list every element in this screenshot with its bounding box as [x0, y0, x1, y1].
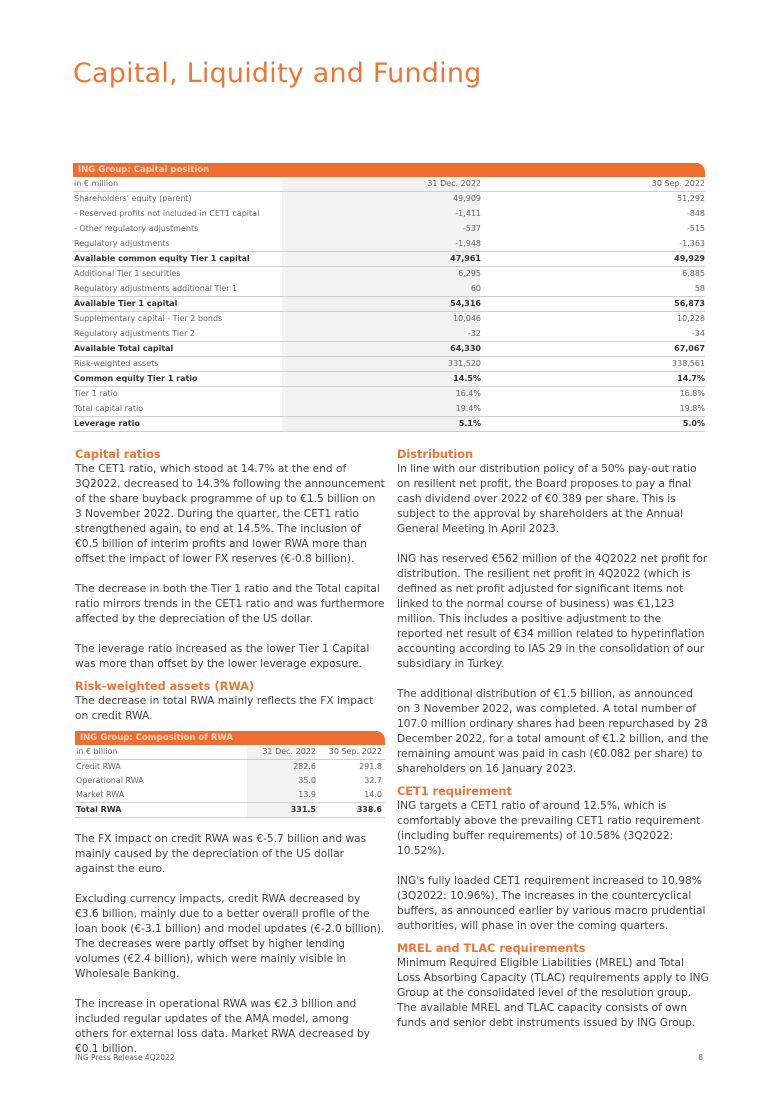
cell-value: 58	[694, 284, 705, 293]
column-header: 30 Sep. 2022	[651, 179, 705, 188]
column-header: 31 Dec. 2022	[427, 179, 481, 188]
paragraph: Excluding currency impacts, credit RWA decreased by €3.6 billion, mainly due to a better overall profile of the loan book (€-3.1 billion) and model updates (€-2.0 billion). The decreases were partly offset by higher lending volumes (€2.4 billion), which were mainly visible in Wholesale Banking.	[75, 893, 385, 980]
column-header: 30 Sep. 2022	[328, 747, 382, 756]
unit-label: in € billion	[76, 747, 118, 756]
cell-value: -34	[691, 329, 705, 338]
row-label: Available Total capital	[74, 344, 174, 353]
cell-value: 16.8%	[679, 389, 705, 398]
cell-value: -1,363	[679, 239, 705, 248]
cell-value: 5.0%	[682, 419, 705, 428]
right-column	[397, 447, 709, 1046]
cell-value: 10,046	[453, 314, 481, 323]
cell-value: 13.9	[298, 790, 316, 799]
cell-value: -515	[686, 224, 705, 233]
row-label: Available Tier 1 capital	[74, 299, 178, 308]
row-label: Additional Tier 1 securities	[74, 269, 181, 278]
cell-value: -848	[686, 209, 705, 218]
cell-value: 49,929	[674, 254, 705, 263]
row-label: - Reserved profits not included in CET1 capital	[74, 209, 260, 218]
table-row	[73, 342, 705, 357]
row-label: - Other regulatory adjustments	[74, 224, 199, 233]
table-row	[73, 327, 705, 342]
row-label: Market RWA	[76, 790, 125, 799]
cell-value: 5.1%	[458, 419, 481, 428]
row-label: Regulatory adjustments Tier 2	[74, 329, 195, 338]
table-row	[73, 282, 705, 297]
row-label: Operational RWA	[76, 776, 144, 785]
capital-position-table	[73, 163, 705, 432]
cell-value: 14.7%	[677, 374, 705, 383]
paragraph: ING has reserved €562 million of the 4Q2022 net profit for distribution. The resilient net profit in 4Q2022 (which is defined as net profit adjusted for significant items not linked to the normal course of business) was €1,123 million. This includes a positive adjustment to the reported net result of €34 million related to hyperinflation accounting according to IAS 29 in the consolidation of our subsidiary in Turkey.	[397, 553, 708, 670]
table-row	[75, 760, 385, 774]
row-label: Regulatory adjustments additional Tier 1	[74, 284, 238, 293]
table-row	[73, 387, 705, 402]
row-label: Leverage ratio	[74, 419, 140, 428]
paragraph: ING's fully loaded CET1 requirement increased to 10.98% (3Q2022: 10.96%). The increases in the countercyclical buffers, as announced earlier by various macro prudential authorities, will phase in over the coming quarters.	[397, 875, 706, 932]
row-label: Available common equity Tier 1 capital	[74, 254, 250, 263]
footer-document-title: ING Press Release 4Q2022	[75, 1053, 175, 1062]
table-title: ING Group: Capital position	[73, 163, 705, 177]
cell-value: 47,961	[450, 254, 481, 263]
paragraph: ING targets a CET1 ratio of around 12.5%, which is comfortably above the prevailing CET1 ratio requirement (including buffer requirements) of 10.58% (3Q2022: 10.52%).	[397, 800, 701, 857]
section-heading: CET1 requirement	[397, 785, 512, 798]
left-column	[75, 447, 385, 1072]
cell-value: 331.5	[290, 805, 316, 814]
paragraph: The additional distribution of €1.5 billion, as announced on 3 November 2022, was completed. A total number of 107.0 million ordinary shares had been repurchased by 28 December 2022, for a total amount of €1.2 billion, and the remaining amount was paid in cash (€0.082 per share) to shareholders on 16 January 2023.	[397, 688, 709, 775]
cell-value: 282.6	[293, 762, 316, 771]
table-row	[73, 417, 705, 432]
column-header: 31 Dec. 2022	[262, 747, 316, 756]
row-label: Risk-weighted assets	[74, 359, 159, 368]
cell-value: -1,411	[455, 209, 481, 218]
row-label: Shareholders' equity (parent)	[74, 194, 192, 203]
table-header-row	[75, 745, 385, 760]
table-row	[73, 297, 705, 312]
cell-value: 19.4%	[455, 404, 481, 413]
cell-value: 14.0	[364, 790, 382, 799]
unit-label: in € million	[74, 179, 119, 188]
rwa-composition-table	[75, 731, 385, 818]
cell-value: 35.0	[298, 776, 316, 785]
paragraph: In line with our distribution policy of a 50% pay-out ratio on resilient net profit, the Board proposes to pay a final cash dividend over 2022 of €0.389 per share. This is subject to the approval by shareholders at the Annual General Meeting in April 2023.	[397, 463, 697, 535]
cell-value: 6,295	[458, 269, 481, 278]
cell-value: 6,885	[682, 269, 705, 278]
row-label: Credit RWA	[76, 762, 121, 771]
cell-value: 49,909	[453, 194, 481, 203]
table-row	[73, 222, 705, 237]
total-row	[75, 802, 385, 818]
paragraph: The increase in operational RWA was €2.3 billion and included regular updates of the AMA model, among others for external loss data. Market RWA decreased by €0.1 billion.	[75, 998, 370, 1055]
cell-value: -537	[462, 224, 481, 233]
cell-value: 51,292	[677, 194, 705, 203]
row-label: Regulatory adjustments	[74, 239, 170, 248]
paragraph: The CET1 ratio, which stood at 14.7% at the end of 3Q2022, decreased to 14.3% following the announcement of the share buyback programme of up to €1.5 billion on 3 November 2022. During the quarter, the CET1 ratio strengthened again, to end at 14.5%. The inclusion of €0.5 billion of interim profits and lower RWA more than offset the impact of lower FX reserves (€-0.8 billion).	[75, 463, 385, 565]
cell-value: 10,228	[677, 314, 705, 323]
cell-value: 338.6	[356, 805, 382, 814]
table-header-row	[73, 177, 705, 192]
cell-value: 331,520	[447, 359, 481, 368]
cell-value: -32	[467, 329, 481, 338]
table-row	[73, 357, 705, 372]
row-label: Tier 1 ratio	[74, 389, 118, 398]
paragraph: Minimum Required Eligible Liabilities (MREL) and Total Loss Absorbing Capacity (TLAC) requirements apply to ING Group at the consolidated level of the resolution group. The available MREL and TLAC capacity consists of own funds and senior debt instruments issued by ING Group.	[397, 957, 709, 1029]
table-row	[73, 312, 705, 327]
table-row	[73, 267, 705, 282]
paragraph: The decrease in both the Tier 1 ratio and the Total capital ratio mirrors trends in the CET1 ratio and was furthermore affected by the depreciation of the US dollar.	[75, 583, 385, 625]
section-heading: Capital ratios	[75, 448, 161, 461]
cell-value: 60	[470, 284, 481, 293]
table-row	[73, 207, 705, 222]
table-row	[73, 192, 705, 207]
row-label: Supplementary capital - Tier 2 bonds	[74, 314, 223, 323]
table-row	[73, 252, 705, 267]
row-label: Common equity Tier 1 ratio	[74, 374, 198, 383]
table-row	[73, 402, 705, 417]
table-row	[73, 237, 705, 252]
cell-value: 291.8	[359, 762, 382, 771]
paragraph: The decrease in total RWA mainly reflects the FX impact on credit RWA.	[75, 695, 374, 722]
section-heading: Risk-weighted assets (RWA)	[75, 680, 255, 693]
row-label: Total RWA	[76, 805, 122, 814]
cell-value: 54,316	[450, 299, 481, 308]
table-row	[73, 372, 705, 387]
paragraph: The FX impact on credit RWA was €-5.7 billion and was mainly caused by the depreciation of the US dollar against the euro.	[75, 833, 367, 875]
page-title: Capital, Liquidity and Funding	[73, 58, 482, 90]
table-title: ING Group: Composition of RWA	[75, 731, 385, 745]
cell-value: -1,948	[455, 239, 481, 248]
table-row	[75, 788, 385, 802]
page-number: 8	[698, 1053, 703, 1062]
cell-value: 67,067	[674, 344, 705, 353]
cell-value: 56,873	[674, 299, 705, 308]
row-label: Total capital ratio	[74, 404, 144, 413]
cell-value: 64,330	[450, 344, 481, 353]
cell-value: 19.8%	[679, 404, 705, 413]
cell-value: 32.7	[364, 776, 382, 785]
cell-value: 338,561	[671, 359, 705, 368]
section-heading: Distribution	[397, 448, 474, 461]
table-row	[75, 774, 385, 788]
section-heading: MREL and TLAC requirements	[397, 942, 586, 955]
cell-value: 16.4%	[455, 389, 481, 398]
paragraph: The leverage ratio increased as the lower Tier 1 Capital was more than offset by the lower leverage exposure.	[75, 643, 370, 670]
cell-value: 14.5%	[453, 374, 481, 383]
